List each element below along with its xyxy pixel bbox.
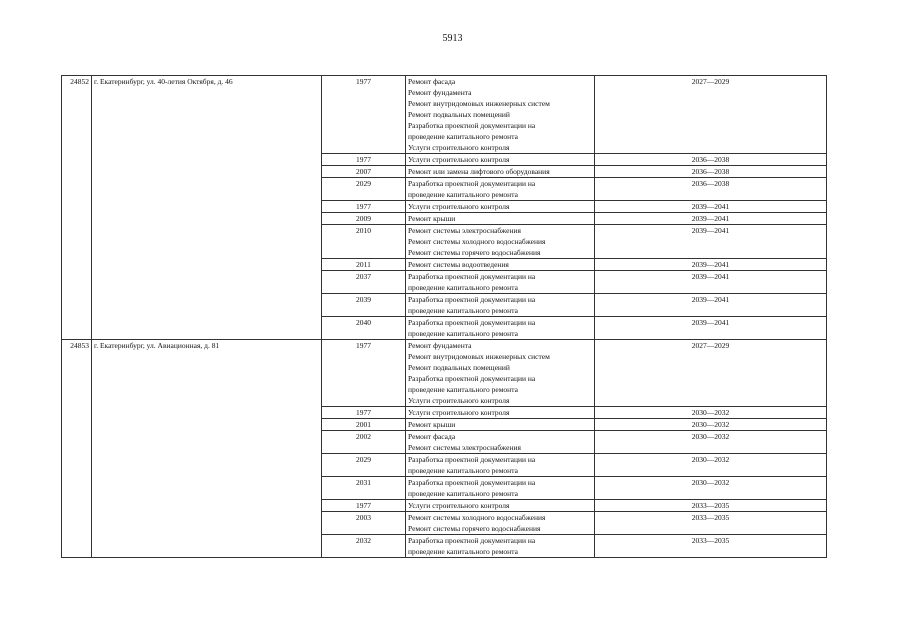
planned-period: 2033—2035 <box>595 512 827 535</box>
planned-period: 2036—2038 <box>595 154 827 166</box>
commissioning-year: 2039 <box>322 294 406 317</box>
work-item: Ремонт фасада <box>408 77 456 86</box>
works-list <box>406 317 595 340</box>
commissioning-year: 1977 <box>322 76 406 154</box>
planned-period: 2039—2041 <box>595 225 827 259</box>
work-item: Услуги строительного контроля <box>408 155 510 164</box>
work-item: Разработка проектной документации на <box>408 455 536 464</box>
planned-period: 2039—2041 <box>595 201 827 213</box>
works-list <box>406 259 595 271</box>
works-list <box>406 500 595 512</box>
work-item: Ремонт крыши <box>408 214 456 223</box>
record-id: 24852 <box>62 76 92 340</box>
work-item: Ремонт системы холодного водоснабжения <box>408 513 546 522</box>
planned-period: 2039—2041 <box>595 317 827 340</box>
work-item: Разработка проектной документации на <box>408 121 536 130</box>
work-item: Разработка проектной документации на <box>408 318 536 327</box>
building-address: г. Екатеринбург, ул. Авиационная, д. 81 <box>92 340 322 558</box>
works-list <box>406 271 595 294</box>
commissioning-year: 1977 <box>322 201 406 213</box>
work-item: Разработка проектной документации на <box>408 272 536 281</box>
work-item: Ремонт подвальных помещений <box>408 363 510 372</box>
work-item: Услуги строительного контроля <box>408 202 510 211</box>
work-item: Ремонт или замена лифтового оборудования <box>408 167 550 176</box>
work-item: Ремонт системы электроснабжения <box>408 226 521 235</box>
work-item: Ремонт фасада <box>408 432 456 441</box>
planned-period: 2036—2038 <box>595 166 827 178</box>
works-list <box>406 431 595 454</box>
works-list <box>406 213 595 225</box>
repair-schedule-body <box>62 76 827 558</box>
table-row <box>62 340 827 407</box>
works-list <box>406 201 595 213</box>
work-item: Ремонт внутридомовых инженерных систем <box>408 99 550 108</box>
works-list <box>406 419 595 431</box>
works-list <box>406 477 595 500</box>
planned-period: 2033—2035 <box>595 535 827 558</box>
works-list <box>406 535 595 558</box>
work-item: Услуги строительного контроля <box>408 501 510 510</box>
work-item: Ремонт фундамента <box>408 341 472 350</box>
planned-period: 2030—2032 <box>595 454 827 477</box>
works-list <box>406 76 595 154</box>
work-item: проведение капитального ремонта <box>408 489 518 498</box>
planned-period: 2030—2032 <box>595 431 827 454</box>
works-list <box>406 154 595 166</box>
commissioning-year: 2007 <box>322 166 406 178</box>
commissioning-year: 2011 <box>322 259 406 271</box>
work-item: Ремонт системы горячего водоснабжения <box>408 248 541 257</box>
planned-period: 2033—2035 <box>595 500 827 512</box>
planned-period: 2030—2032 <box>595 407 827 419</box>
work-item: проведение капитального ремонта <box>408 306 518 315</box>
works-list <box>406 294 595 317</box>
works-list <box>406 407 595 419</box>
work-item: проведение капитального ремонта <box>408 547 518 556</box>
commissioning-year: 2040 <box>322 317 406 340</box>
works-list <box>406 178 595 201</box>
table-row <box>62 76 827 154</box>
commissioning-year: 1977 <box>322 500 406 512</box>
repair-schedule-table <box>61 75 827 558</box>
commissioning-year: 2029 <box>322 178 406 201</box>
works-list <box>406 454 595 477</box>
work-item: Услуги строительного контроля <box>408 143 510 152</box>
planned-period: 2030—2032 <box>595 477 827 500</box>
work-item: Ремонт внутридомовых инженерных систем <box>408 352 550 361</box>
building-address: г. Екатеринбург, ул. 40-летия Октября, д. 46 <box>92 76 322 340</box>
work-item: Разработка проектной документации на <box>408 478 536 487</box>
commissioning-year: 2003 <box>322 512 406 535</box>
work-item: Ремонт подвальных помещений <box>408 110 510 119</box>
work-item: проведение капитального ремонта <box>408 466 518 475</box>
work-item: Услуги строительного контроля <box>408 408 510 417</box>
work-item: проведение капитального ремонта <box>408 283 518 292</box>
planned-period: 2027—2029 <box>595 340 827 407</box>
commissioning-year: 2032 <box>322 535 406 558</box>
record-id: 24853 <box>62 340 92 558</box>
work-item: Разработка проектной документации на <box>408 295 536 304</box>
work-item: Ремонт системы горячего водоснабжения <box>408 524 541 533</box>
work-item: проведение капитального ремонта <box>408 190 518 199</box>
commissioning-year: 2009 <box>322 213 406 225</box>
planned-period: 2036—2038 <box>595 178 827 201</box>
work-item: Ремонт системы электроснабжения <box>408 443 521 452</box>
works-list <box>406 512 595 535</box>
works-list <box>406 340 595 407</box>
commissioning-year: 2037 <box>322 271 406 294</box>
work-item: Ремонт системы холодного водоснабжения <box>408 237 546 246</box>
work-item: Ремонт крыши <box>408 420 456 429</box>
commissioning-year: 2002 <box>322 431 406 454</box>
commissioning-year: 2001 <box>322 419 406 431</box>
work-item: Разработка проектной документации на <box>408 536 536 545</box>
commissioning-year: 1977 <box>322 407 406 419</box>
works-list <box>406 166 595 178</box>
work-item: проведение капитального ремонта <box>408 329 518 338</box>
commissioning-year: 1977 <box>322 340 406 407</box>
planned-period: 2039—2041 <box>595 271 827 294</box>
work-item: Разработка проектной документации на <box>408 179 536 188</box>
page-number: 5913 <box>442 33 463 44</box>
commissioning-year: 2010 <box>322 225 406 259</box>
planned-period: 2030—2032 <box>595 419 827 431</box>
commissioning-year: 1977 <box>322 154 406 166</box>
work-item: Разработка проектной документации на <box>408 374 536 383</box>
commissioning-year: 2029 <box>322 454 406 477</box>
work-item: Услуги строительного контроля <box>408 396 510 405</box>
works-list <box>406 225 595 259</box>
work-item: проведение капитального ремонта <box>408 132 518 141</box>
work-item: Ремонт системы водоотведения <box>408 260 509 269</box>
planned-period: 2039—2041 <box>595 213 827 225</box>
planned-period: 2039—2041 <box>595 294 827 317</box>
planned-period: 2039—2041 <box>595 259 827 271</box>
work-item: проведение капитального ремонта <box>408 385 518 394</box>
commissioning-year: 2031 <box>322 477 406 500</box>
work-item: Ремонт фундамента <box>408 88 472 97</box>
planned-period: 2027—2029 <box>595 76 827 154</box>
